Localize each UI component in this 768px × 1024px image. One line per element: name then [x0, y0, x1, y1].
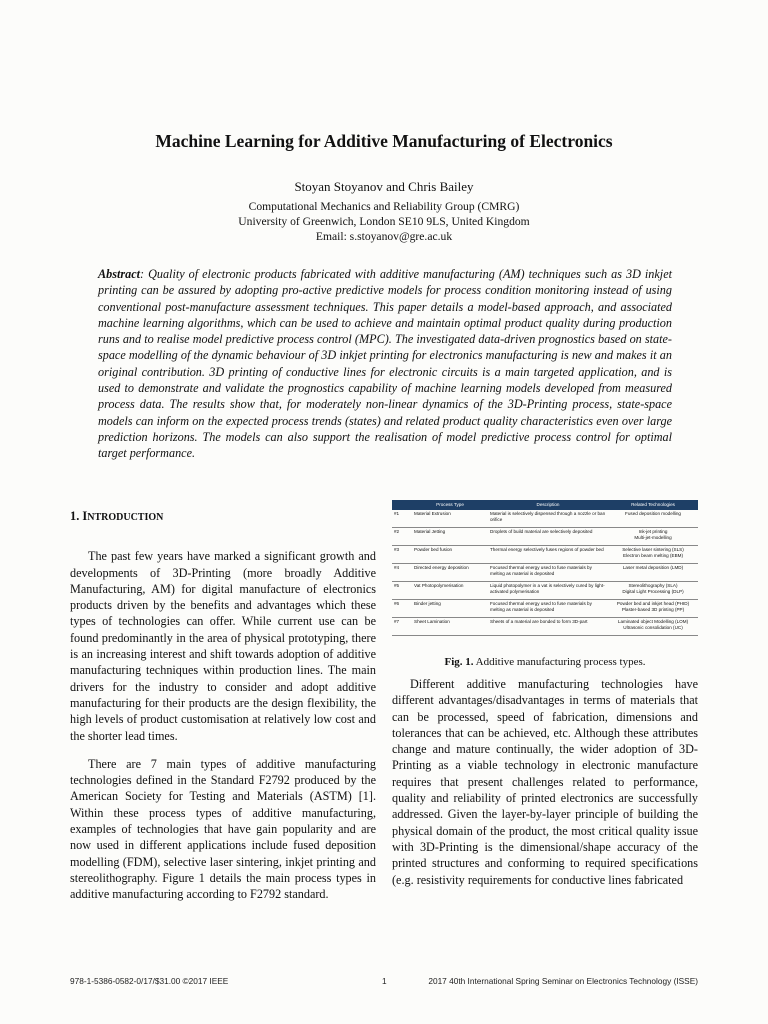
footer-isbn: 978-1-5386-0582-0/17/$31.00 ©2017 IEEE	[70, 976, 229, 986]
table-header-process-type: Process Type	[412, 500, 488, 510]
table-row	[392, 600, 698, 618]
figure-caption-label: Fig. 1.	[444, 656, 474, 668]
table-cell-technologies: Stereolithography (SLA) Digital Light Processing (DLP)	[608, 582, 698, 600]
affiliation	[40, 199, 728, 245]
table-cell-technologies: Selective laser sintering (SLS) Electron beam melting (EBM)	[608, 546, 698, 564]
section-title-rest: NTRODUCTION	[87, 512, 164, 523]
left-column	[70, 508, 376, 903]
table-row	[392, 510, 698, 528]
table-header-description: Description	[488, 500, 608, 510]
authors: Stoyan Stoyanov and Chris Bailey	[294, 179, 474, 194]
table-cell-description: Focused thermal energy used to fuse materials by melting as material is deposited	[488, 564, 608, 582]
figure-1-table	[392, 500, 698, 636]
table-cell-process-type: Binder jetting	[412, 600, 488, 618]
affiliation-group: Computational Mechanics and Reliability Group (CMRG)	[248, 200, 520, 213]
abstract-text: : Quality of electronic products fabricated with additive manufacturing (AM) techniques such as 3D inkjet printing can be assured by adopting pro-active predictive models for process condition monitoring instead of using conventional post-manufacture assessment techniques. This paper details a model-based approach, and associated machine learning algorithms, which can be used to achieve and maintain optimal product quality during production runs and to realise model predictive process control (MPC). The investigated data-driven prognostics based on state-space modelling of the dynamic behaviour of 3D inkjet printing for electronics manufacturing is new and makes it an original contribution. 3D printing of conductive lines for electronic circuits is a main targeted application, and is used to demonstrate and validate the prognostics capability of machine learning models developed from measured process data. The results show that, for moderately non-linear dynamics of the 3D-Printing process, state-space models can inform on the expected process trends (states) and related product quality characteristics even over large prediction horizons. The models can also support the realisation of model predictive process control for optimal target performance.	[98, 267, 672, 461]
table-cell-description: Thermal energy selectively fuses regions of powder bed	[488, 546, 608, 564]
table-body	[392, 510, 698, 636]
table-cell-num: #4	[392, 564, 412, 582]
table-cell-process-type: Directed energy deposition	[412, 564, 488, 582]
table-row	[392, 564, 698, 582]
figure-caption-text: Additive manufacturing process types.	[475, 656, 646, 668]
table-header-related-technologies: Related Technologies	[608, 500, 698, 510]
table-cell-technologies: Laser metal deposition (LMD)	[608, 564, 698, 582]
table-cell-process-type: Powder bed fusion	[412, 546, 488, 564]
intro-paragraph-2: There are 7 main types of additive manufacturing technologies defined in the Standard F2792 produced by the American Society for Testing and Materials (ASTM) [1]. Within these process types of additive manufacturing, examples of technologies that have gain popularity and are now used in different applications include fused deposition modelling (FDM), selective laser sintering, inkjet printing and stereolithography. Figure 1 details the main process types in additive manufacturing according to F2792 standard.	[70, 756, 376, 902]
intro-paragraph-1: The past few years have marked a significant growth and developments of 3D-Printing (more broadly Additive Manufacturing, AM) for digital manufacture of electronics products driven by the benefits and advantages which these types of technologies can offer. While current use can be found predominantly in the area of physical prototyping, there is an increasing interest and shift towards adoption of additive manufacturing techniques within production lines. The main drivers for the industry to consider and adopt additive manufacturing for their products are the design flexibility, the high levels of product customisation at relatively low cost and the shorter lead times.	[70, 549, 376, 743]
table-cell-num: #1	[392, 510, 412, 528]
right-paragraph: Different additive manufacturing technologies have different advantages/disadvantages in terms of materials that can be processed, speed of fabrication, dimensions and tolerances that can be achieved, etc. Although these attributes change and mature continually, the wider adoption of 3D-Printing as a viable technology in electronic manufacture requires that present challenges related to performance, quality and reliability of printed electronics are successfully addressed. Given the layer-by-layer principle of building the physical domain of the product, the most critical quality issue with 3D-Printing is the dimensional/shape accuracy of the printed structures and conforming to required specifications (e.g. resistivity requirements for conductive lines fabricated	[392, 677, 698, 887]
table-cell-process-type: Sheet Lamination	[412, 618, 488, 636]
table-cell-description: Droplets of build material are selectively deposited	[488, 528, 608, 546]
table-cell-technologies: Laminated object Modelling (LOM) Ultrasonic consolidation (UC)	[608, 618, 698, 636]
table-row	[392, 582, 698, 600]
table-cell-process-type: Material Jetting	[412, 528, 488, 546]
section-heading-introduction	[70, 508, 376, 526]
table-cell-description: Material is selectively dispensed through a nozzle or ban orifice	[488, 510, 608, 528]
table-cell-description: Focused thermal energy used to fuse materials by melting as material is deposited	[488, 600, 608, 618]
table-cell-num: #3	[392, 546, 412, 564]
table-cell-process-type: Vat Photopolymerisation	[412, 582, 488, 600]
table-cell-process-type: Material Extrusion	[412, 510, 488, 528]
table-header-row	[392, 500, 698, 510]
affiliation-email: Email: s.stoyanov@gre.ac.uk	[315, 230, 453, 244]
affiliation-university: University of Greenwich, London SE10 9LS, United Kingdom	[238, 215, 530, 229]
table-cell-num: #7	[392, 618, 412, 636]
abstract	[98, 266, 672, 462]
table-cell-description: Liquid photopolymer in a vat is selectively cured by light-activated polymerisation	[488, 582, 608, 600]
table-header-num	[392, 500, 412, 510]
paper-title: Machine Learning for Additive Manufacturing of Electronics	[155, 131, 613, 151]
footer-venue: 2017 40th International Spring Seminar on Electronics Technology (ISSE)	[428, 976, 698, 986]
table-cell-description: Sheets of a material are bonded to form 3D-part	[488, 618, 608, 636]
table-cell-technologies: Ink-jet printing Multi-jet-modelling	[608, 528, 698, 546]
footer-page-number: 1	[382, 976, 387, 986]
right-column	[392, 676, 698, 888]
table-cell-num: #5	[392, 582, 412, 600]
table-cell-num: #6	[392, 600, 412, 618]
table-row	[392, 546, 698, 564]
table-cell-technologies: Fused deposition modelling	[608, 510, 698, 528]
section-title-initial: I	[82, 509, 88, 523]
figure-1-caption	[392, 656, 698, 668]
table-row	[392, 528, 698, 546]
table-cell-num: #2	[392, 528, 412, 546]
abstract-label: Abstract	[98, 267, 140, 281]
table-cell-technologies: Powder bed and inkjet head (PHID) Plaster-based 3D printing (PP)	[608, 600, 698, 618]
section-number: 1.	[70, 509, 80, 523]
table-row	[392, 618, 698, 636]
